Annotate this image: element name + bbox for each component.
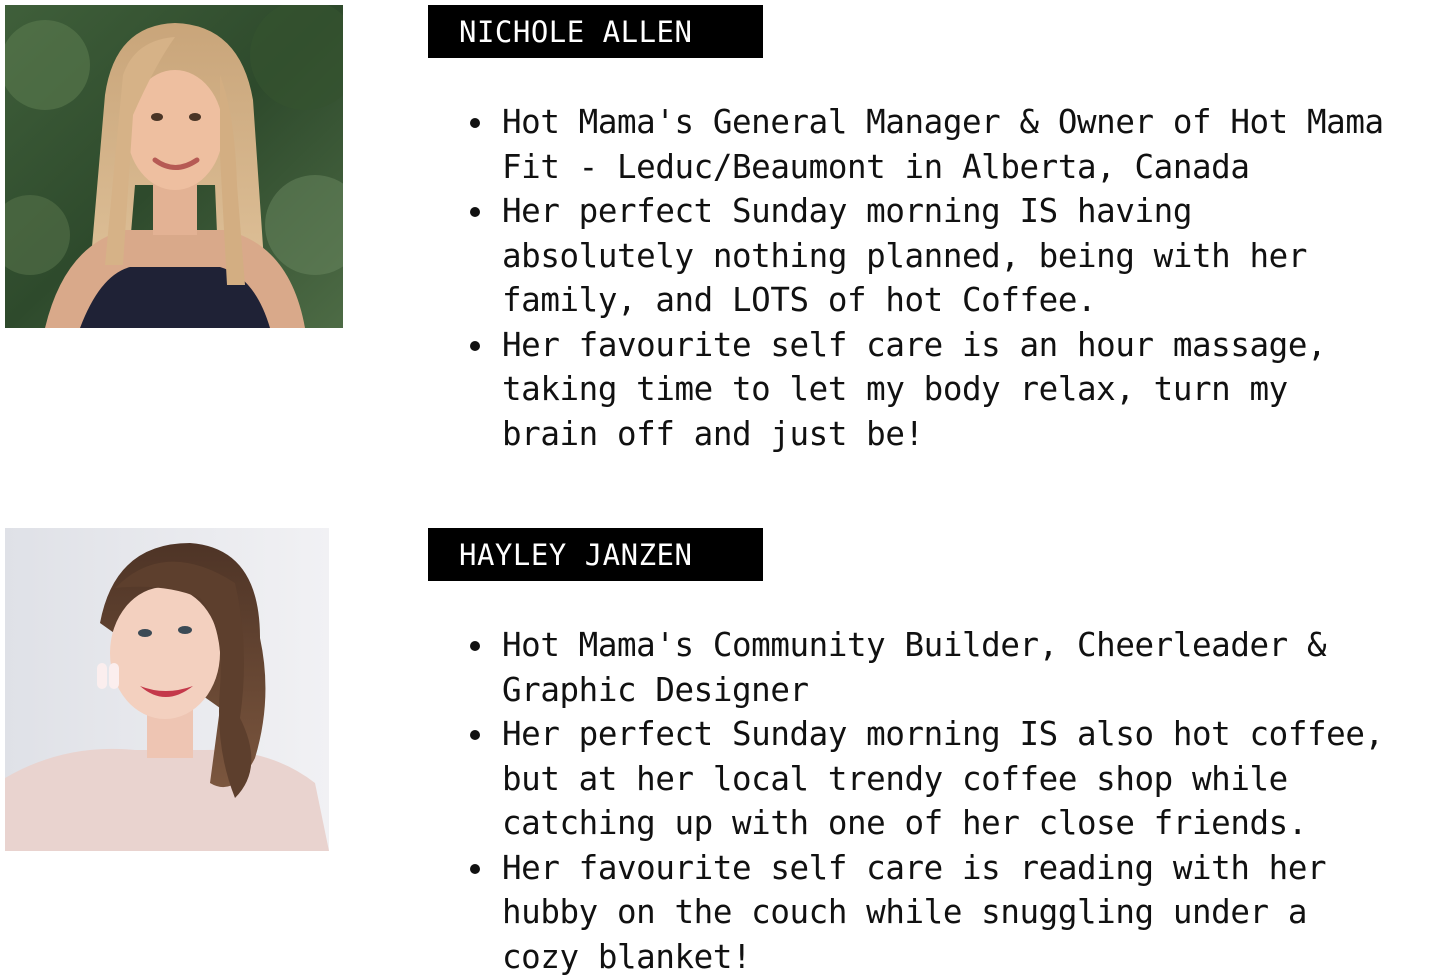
list-item: Her perfect Sunday morning IS also hot coffee, but at her local trendy coffee shop while catching up with one of her close friends. [502,712,1427,846]
list-item: Her perfect Sunday morning IS having absolutely nothing planned, being with her family, and LOTS of hot Coffee. [502,189,1427,323]
profile-facts-list [502,100,1427,456]
profile-name-tag: HAYLEY JANZEN [428,528,763,581]
profile-facts-list [502,623,1427,979]
list-item: Hot Mama's Community Builder, Cheerleader & Graphic Designer [502,623,1427,712]
profile-photo-nichole-allen [5,5,343,328]
profile-name-tag: NICHOLE ALLEN [428,5,763,58]
list-item: Her favourite self care is an hour massage, taking time to let my body relax, turn my brain off and just be! [502,323,1427,457]
list-item: Hot Mama's General Manager & Owner of Hot Mama Fit - Leduc/Beaumont in Alberta, Canada [502,100,1427,189]
profile-photo-hayley-janzen [5,528,329,851]
list-item: Her favourite self care is reading with her hubby on the couch while snuggling under a cozy blanket! [502,846,1427,979]
